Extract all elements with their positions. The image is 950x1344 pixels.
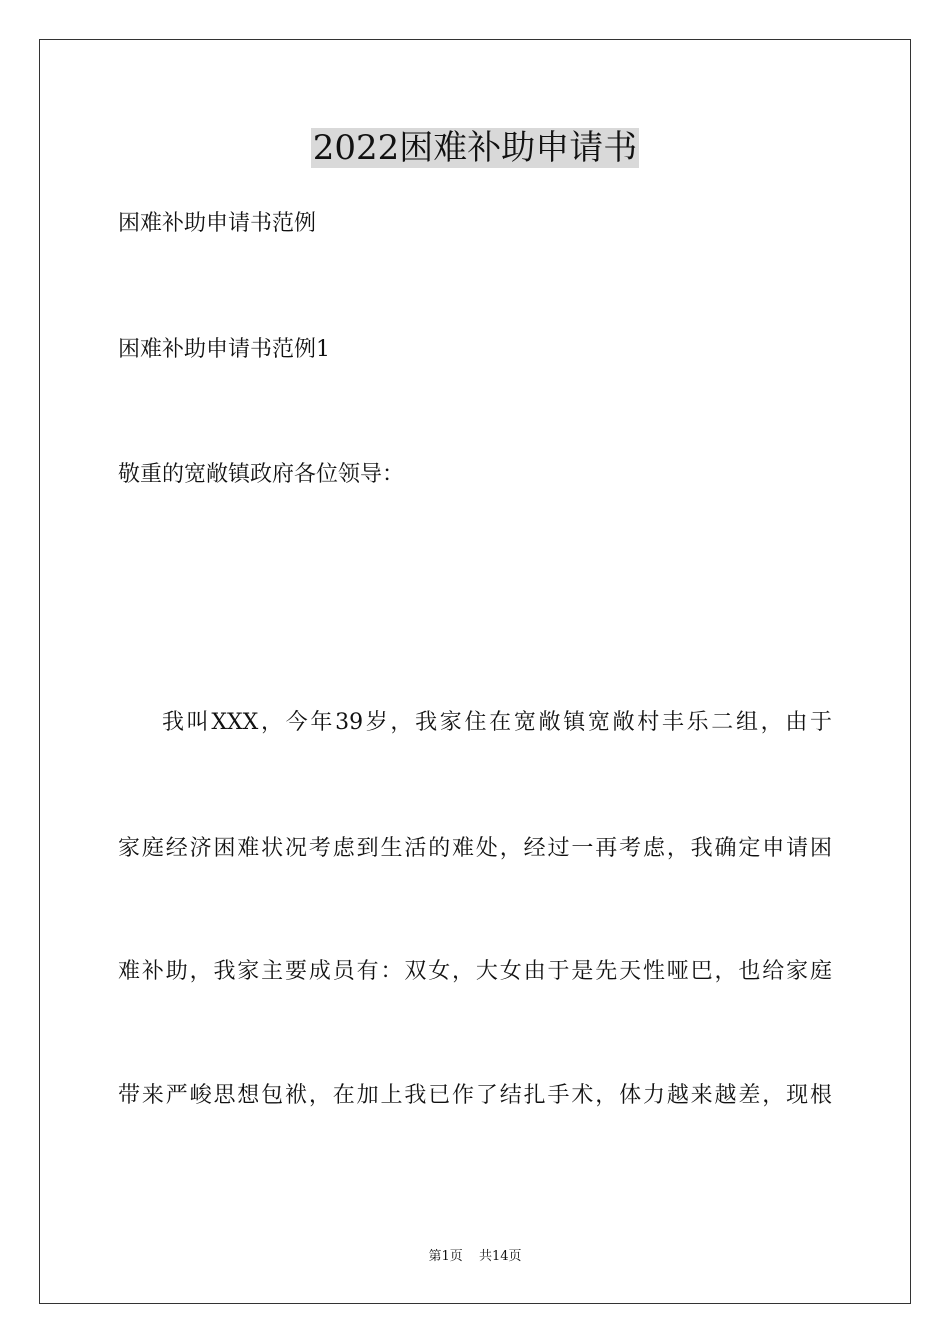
total-pages: 共14页 [478,1249,522,1264]
body-line: 我叫XXX，今年39岁，我家住在宽敞镇宽敞村丰乐二组，由于 [162,710,832,735]
body-line: 难补助，我家主要成员有：双女，大女由于是先天性哑巴，也给家庭 [118,959,832,984]
body-line: 带来严峻思想包袱，在加上我已作了结扎手术，体力越来越差，现根 [118,1083,832,1108]
body-line: 家庭经济困难状况考虑到生活的难处，经过一再考虑，我确定申请困 [118,836,832,861]
document-subtitle: 困难补助申请书范例 [118,211,317,236]
document-title [0,126,950,170]
document-title-text: 2022困难补助申请书 [312,128,638,168]
page-footer [0,1248,950,1266]
page-number: 第1页 [428,1249,463,1264]
section-heading: 困难补助申请书范例1 [118,337,330,362]
salutation: 敬重的宽敞镇政府各位领导： [118,462,405,487]
